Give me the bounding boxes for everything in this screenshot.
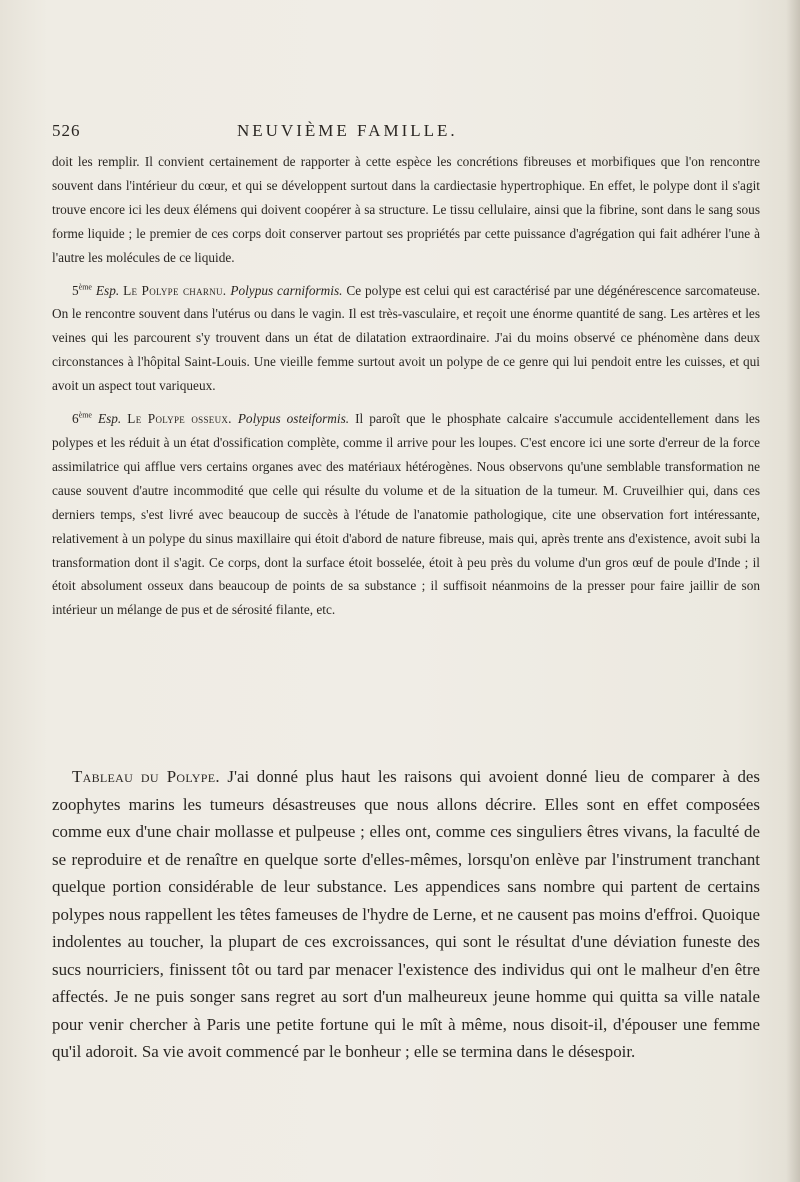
species-6-latin: Polypus osteiformis. bbox=[237, 411, 350, 427]
paragraph-continuation-text: doit les remplir. Il convient certainement de rapporter à cette espèce les concrétions fibreuses et morbifiques que l'on rencontre souvent dans l'intérieur du cœur, et qui se développent surtout dans la cardiectasie hypertrophique. En effet, le polype dont il s'agit trouve encore ici les deux élémens qui doivent coopérer à sa structure. Le tissu cellulaire, ainsi que la fibrine, sont dans le sang sous forme liquide ; le premier de ces corps doit conserver partout ses propriétés par cette puissance d'agrégation qui fait adhérer l'une à l'autre les molécules de ce liquide. bbox=[52, 154, 760, 265]
page-header bbox=[52, 121, 752, 149]
species-5-latin: Polypus carniformis. bbox=[230, 282, 343, 298]
species-6-number: 6 bbox=[72, 411, 79, 427]
running-head: NEUVIÈME FAMILLE. bbox=[237, 121, 458, 140]
tableau-paragraph bbox=[52, 763, 760, 1066]
species-6-name: Le Polype osseux. bbox=[127, 411, 232, 427]
species-6-ordinal: ème bbox=[78, 410, 92, 420]
tableau-text: J'ai donné plus haut les raisons qui avoient donné lieu de comparer à des zoophytes marins les tumeurs désastreuses que nous allons décrire. Elles sont en effet composées comme eux d'une chair mollasse et pulpeuse ; elles ont, comme ces singuliers êtres vivans, la faculté de se reproduire et de renaître en quelque sorte d'elles-mêmes, lorsqu'on enlève par l'instrument tranchant quelque portion considérable de leur substance. Les appendices sans nombre qui partent de certains polypes nous rappellent les têtes fameuses de l'hydre de Lerne, et ne causent pas moins d'effroi. Quoique indolentes au toucher, la plupart de ces excroissances, qui sont le résultat d'une déviation funeste des sucs nourriciers, finissent tôt ou tard par menacer l'existence des individus qui ont le malheur d'en être affectés. Je ne puis songer sans regret au sort d'un malheureux jeune homme qui quitta sa ville natale pour venir chercher à Paris une petite fortune qui le mît à même, nous disoit-il, d'épouser une femme qu'il adoroit. Sa vie avoit commencé par le bonheur ; elle se termina dans le désespoir. bbox=[52, 767, 760, 1061]
paragraph-continuation bbox=[52, 150, 760, 270]
page-number: 526 bbox=[52, 121, 81, 140]
species-6-entry bbox=[52, 407, 760, 622]
species-5-ordinal: ème bbox=[78, 282, 92, 292]
species-5-esp-label: Esp. bbox=[95, 282, 120, 298]
species-5-entry bbox=[52, 279, 760, 399]
species-5-number: 5 bbox=[72, 282, 79, 298]
species-5-name: Le Polype charnu. bbox=[123, 282, 227, 298]
page-edge-shadow bbox=[786, 0, 800, 1182]
species-6-text: Il paroît que le phosphate calcaire s'accumule accidentellement dans les polypes et les réduit à un état d'ossification complète, comme il arrive pour les loupes. C'est encore ici une sorte d'erreur de la force assimilatrice qui afflue vers certains organes avec des matériaux hétérogènes. Nous observons qu'une semblable transformation ne cause souvent d'autre incommodité que celle qui résulte du volume et de la situation de la tumeur. M. Cruveilhier qui, dans ces derniers temps, s'est livré avec beaucoup de succès à l'étude de l'anatomie pathologique, cite une observation fort intéressante, relativement à un polype du sinus maxillaire qui étoit d'abord de nature fibreuse, mais qui, après trente ans d'existence, avoit subi la transformation dont il s'agit. Ce corps, dont la surface étoit bosselée, étoit à peu près du volume d'un gros œuf de poule d'Inde ; il étoit absolument osseux dans beaucoup de points de sa substance ; il suffisoit néanmoins de la presser pour faire jaillir de son intérieur un mélange de pus et de sérosité filante, etc. bbox=[52, 411, 760, 618]
body-text-small bbox=[52, 150, 760, 631]
species-5-text: Ce polype est celui qui est caractérisé par une dégénérescence sarcomateuse. On le rencontre souvent dans l'utérus ou dans le vagin. Il est très-vasculaire, et reçoit une énorme quantité de sang. Les artères et les veines qui les parcourent s'y trouvent dans un état de dilatation extraordinaire. J'ai du moins observé ce phénomène dans deux circonstances à l'hôpital Saint-Louis. Une vieille femme surtout avoit un polype de ce genre qui lui pendoit entre les cuisses, et qui avoit un aspect tout variqueux. bbox=[52, 282, 761, 394]
species-6-esp-label: Esp. bbox=[97, 411, 122, 427]
tableau-heading: Tableau du Polype. bbox=[72, 767, 220, 786]
